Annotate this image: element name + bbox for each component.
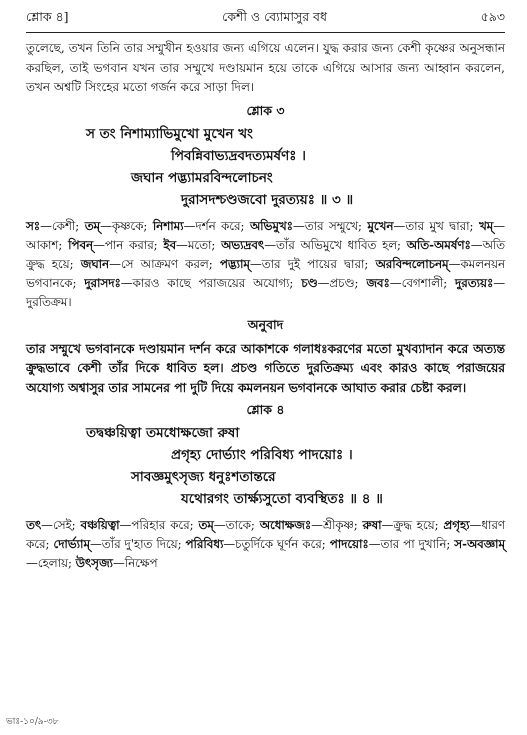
synonym-meaning: কারও কাছে পরাজয়ের অযোগ্য;	[132, 275, 294, 290]
synonym-meaning: পরিহার করে;	[131, 518, 194, 532]
synonym-word: তৎ	[26, 518, 42, 532]
synonym-meaning: দর্শন করে;	[195, 218, 245, 233]
verse-3-text	[26, 123, 505, 211]
synonym-word: জবঃ	[366, 275, 390, 290]
synonym-word: চণ্ড	[301, 275, 318, 290]
intro-paragraph: তুলেছে, তখন তিনি তার সম্মুখীন হওয়ার জন্য এগিয়ে এলেন। যুদ্ধ করার জন্য কেশী কৃষ্ণের অনুসন্ধান করছিল, তাই ভগবান যখন তার সম্মুখে দণ্ডায়মান হয়ে তাকে এগিয়ে আসার জন্য আহ্বান করলেন, তখন অশ্বটি সিংহের মতো গর্জন করে সাড়া দিল।	[26, 41, 505, 94]
synonym-word: তম্	[198, 518, 214, 532]
synonym-meaning: তার মুখ দ্বারা;	[405, 218, 474, 233]
verse-4-text	[26, 422, 505, 510]
synonym-meaning: সেই;	[52, 518, 76, 532]
synonym-word: অরবিন্দলোচনম্	[375, 256, 449, 271]
synonym-word: পরিবিধ্য	[185, 537, 224, 551]
verse-3-line-1: স তং নিশাম্যাভিমুখো মুখেন খং	[86, 125, 253, 142]
verse-4-line-1: তদ্বঞ্চয়িত্বা তমধোক্ষজো রুষা	[86, 425, 240, 441]
verse-4-heading: শ্লোক ৪	[246, 402, 285, 417]
synonym-meaning: ধারণ করে;	[26, 518, 506, 551]
verse-4-line-4: যথোরগং তার্ক্ষ্যসুতো ব্যবস্থিতঃ ॥ ৪ ॥	[181, 491, 383, 507]
synonym-meaning: তাঁর দু'হাত দিয়ে;	[101, 537, 182, 551]
footer-code: ভাঃ-১০/৯-৩৮	[6, 717, 59, 727]
synonym-meaning: শ্রীকৃষ্ণ;	[322, 518, 358, 532]
synonym-meaning: তাকে;	[225, 518, 255, 532]
verse-3-heading: শ্লোক ৩	[246, 102, 285, 118]
synonym-meaning: সে আক্রমণ করল;	[120, 256, 213, 271]
verse-3-line-4: দুরাসদশ্চণ্ডজবো দুরত্যয়ঃ ॥ ৩ ॥	[181, 191, 354, 208]
verse-3-line-3: জঘান পদ্ভ্যামরবিন্দলোচনং	[131, 169, 273, 186]
synonym-word: পদ্ভ্যাম্	[219, 256, 250, 271]
synonym-meaning: নিক্ষেপ	[124, 556, 158, 570]
verse-4-synonyms: তৎ—সেই; বঞ্চয়িত্বা—পরিহার করে; তম্—তাকে; অধোক্ষজঃ—শ্রীকৃষ্ণ; রুষা—ক্রুদ্ধ হয়ে; প্রগৃহ্য—ধারণ করে; দোর্ভ্যাম্—তাঁর দু'হাত দিয়ে; পরিবিধ্য—চতুর্দিকে ঘূর্ণন করে; পাদয়োঃ—তার পা দুখানি; স-অবজ্ঞাম্—হেলায়; উৎসৃজ্য—নিক্ষেপ	[26, 518, 506, 570]
synonym-word: প্রগৃহ্য	[443, 518, 470, 532]
synonym-word: দুরাসদঃ	[84, 275, 121, 290]
verse-3-translation: তার সম্মুখে ভগবানকে দণ্ডায়মান দর্শন করে আকাশকে গলাধঃকরণের মতো মুখব্যাদান করে অত্যন্ত ক্রুদ্ধভাবে কেশী তাঁর দিকে ধাবিত হল। প্রচণ্ড গতিতে দুরতিক্রম্য এবং কারও কাছে পরাজয়ের অযোগ্য অশ্বাসুর তার সামনের পা দুটি দিয়ে কমলনয়ন ভগবানকে আঘাত করার চেষ্টা করল।	[26, 340, 505, 395]
synonym-meaning: প্রচণ্ড;	[329, 275, 359, 290]
synonym-word: নিশাম্য	[152, 218, 184, 233]
synonym-meaning: তার পা দুখানি;	[380, 537, 451, 551]
synonym-word: অভ্যদ্রবৎ	[221, 237, 265, 252]
synonym-meaning: পান করার;	[104, 237, 158, 252]
synonym-word: সঃ	[26, 218, 41, 233]
synonym-meaning: মতো;	[187, 237, 216, 252]
synonym-meaning: ক্রুদ্ধ হয়ে;	[393, 518, 439, 532]
header-page-number: ৫৯৩	[480, 9, 505, 24]
verse-4-line-3: সাবজ্ঞমুৎসৃজ্য ধনুঃশতান্তরে	[131, 469, 276, 485]
header-rule	[26, 32, 505, 33]
synonym-word: অতি-অমর্ষণঃ	[406, 237, 471, 252]
synonym-meaning: কেশী;	[51, 218, 80, 233]
synonym-meaning: অতি ক্রুদ্ধ হয়ে;	[26, 237, 506, 271]
synonym-word: তম্	[84, 218, 101, 233]
verse-3-synonyms: সঃ—কেশী; তম্—কৃষ্ণকে; নিশাম্য—দর্শন করে; অভিমুখঃ—তার সম্মুখে; মুখেন—তার মুখ দ্বারা; খম্—আকাশ; পিবন্—পান করার; ইব—মতো; অভ্যদ্রবৎ—তাঁর অভিমুখে ধাবিত হল; অতি-অমর্ষণঃ—অতি ক্রুদ্ধ হয়ে; জঘান—সে আক্রমণ করল; পদ্ভ্যাম্—তার দুই পায়ের দ্বারা; অরবিন্দলোচনম্—কমলনয়ন ভগবানকে; দুরাসদঃ—কারও কাছে পরাজয়ের অযোগ্য; চণ্ড—প্রচণ্ড; জবঃ—বেগশালী; দুরত্যয়ঃ—দুরতিক্রম।	[26, 218, 506, 309]
synonym-meaning: তাঁর অভিমুখে ধাবিত হল;	[276, 237, 402, 252]
synonym-word: জঘান	[80, 256, 110, 271]
synonym-word: স-অবজ্ঞাম্	[454, 537, 506, 551]
translation-heading: অনুবাদ	[247, 316, 284, 332]
synonym-meaning: দুরতিক্রম।	[26, 294, 72, 309]
synonym-meaning: তার সম্মুখে;	[304, 218, 362, 233]
synonym-meaning: কৃষ্ণকে;	[111, 218, 148, 233]
synonym-word: উৎসৃজ্য	[75, 556, 113, 570]
synonym-meaning: তার দুই পায়ের দ্বারা;	[261, 256, 369, 271]
synonym-word: পাদয়োঃ	[329, 537, 369, 551]
verse-4-line-2: প্রগৃহ্য দোর্ভ্যাং পরিবিধ্য পাদয়োঃ ।	[171, 447, 353, 463]
synonym-meaning: বেগশালী;	[401, 275, 448, 290]
synonym-word: রুষা	[362, 518, 382, 532]
synonym-word: পিবন্	[68, 237, 94, 252]
synonym-word: দোর্ভ্যাম্	[53, 537, 90, 551]
running-header	[26, 0, 505, 29]
synonym-word: ইব	[163, 237, 177, 252]
verse-3-line-2: পিবন্নিবাভ্যদ্রবদত্যমর্ষণঃ ।	[171, 147, 306, 164]
synonym-word: মুখেন	[367, 218, 394, 233]
synonym-meaning: কমলনয়ন ভগবানকে;	[26, 256, 506, 290]
header-chapter-title: কেশী ও ব্যোমাসুর বধ	[222, 9, 328, 24]
synonym-word: খম্	[478, 218, 494, 233]
synonym-meaning: চতুর্দিকে ঘূর্ণন করে;	[235, 537, 326, 551]
synonym-word: অভিমুখঃ	[249, 218, 293, 233]
synonym-meaning: আকাশ;	[26, 237, 63, 252]
synonym-word: দুরত্যয়ঃ	[455, 275, 494, 290]
synonym-word: বঞ্চয়িত্বা	[80, 518, 120, 532]
synonym-word: অধোক্ষজঃ	[259, 518, 312, 532]
header-verse-ref: শ্লোক ৪]	[26, 9, 69, 24]
synonym-meaning: হেলায়;	[37, 556, 72, 570]
